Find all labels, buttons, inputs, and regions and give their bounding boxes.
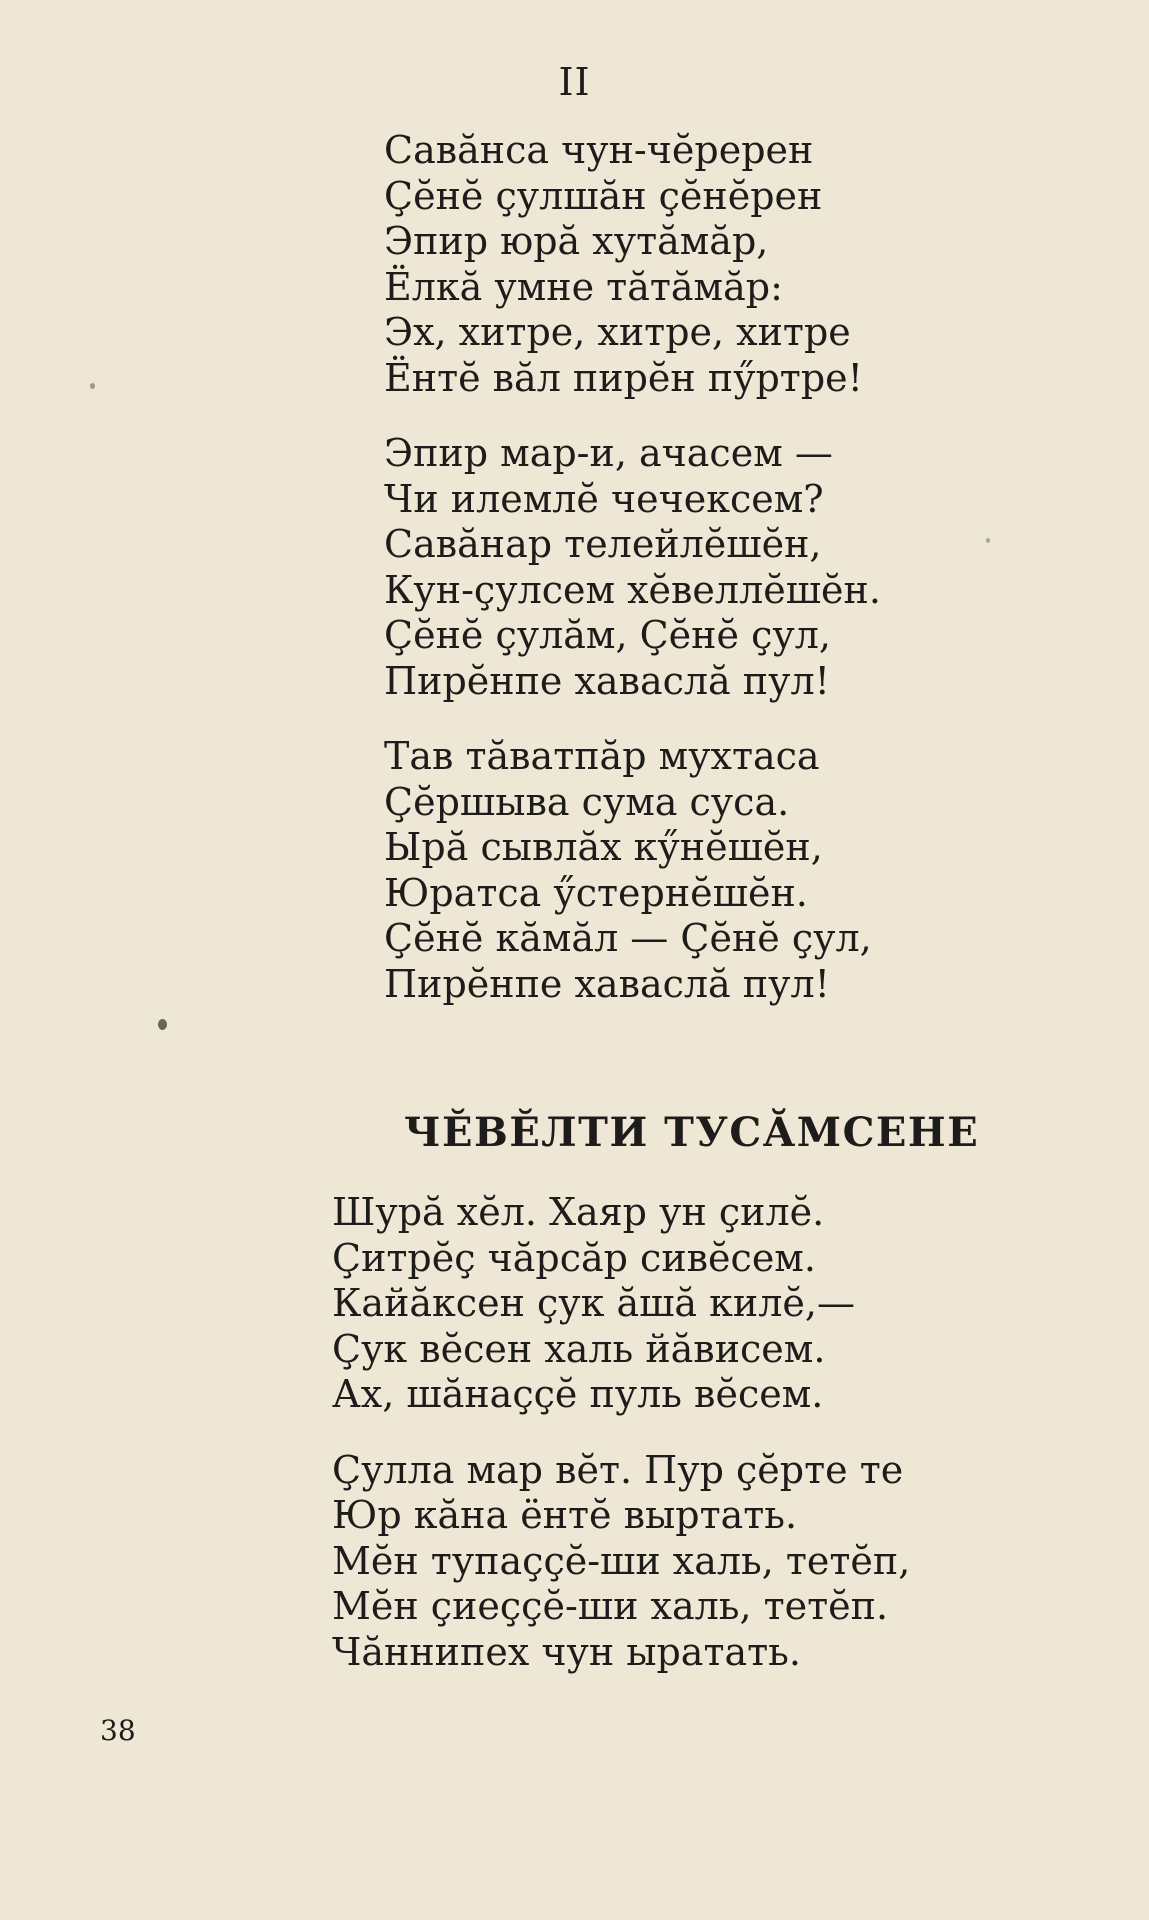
poem-1-stanza-1 — [384, 128, 1104, 401]
poem-2 — [332, 1190, 1112, 1705]
verse-line: Ёлкӑ умне тӑтӑмӑр: — [384, 264, 783, 309]
verse-line: Чи илемлӗ чечексем? — [384, 476, 824, 521]
poem-2-stanza-2 — [332, 1448, 1112, 1676]
poem-title: ЧӖВӖЛТИ ТУСӐМСЕНЕ — [404, 1109, 980, 1156]
verse-line: Ҫӗршыва сума суса. — [384, 779, 790, 824]
verse-line: Юратса ӳстернӗшӗн. — [384, 870, 808, 915]
verse-line: Кайӑксен ҫук ӑшӑ килӗ,— — [332, 1281, 855, 1325]
verse-line: Ҫулла мар вӗт. Пур ҫӗрте те — [332, 1447, 904, 1492]
verse-line: Ҫитрӗҫ чӑрсӑр сивӗсем. — [332, 1235, 816, 1280]
verse-line: Юр кӑна ёнтӗ выртать. — [332, 1493, 798, 1537]
section-number: II — [558, 60, 591, 104]
paper-speck — [90, 383, 95, 389]
poem-1-stanza-3 — [384, 734, 1104, 1007]
poem-1-stanza-2 — [384, 431, 1104, 704]
verse-line: Савӑнса чун-чӗререн — [384, 128, 814, 172]
verse-line: Ах, шӑнаҫҫӗ пуль вӗсем. — [332, 1372, 824, 1416]
verse-line: Чӑннипех чун ыратать. — [332, 1629, 801, 1674]
verse-line: Ҫӗнӗ кӑмӑл — Ҫӗнӗ ҫул, — [384, 916, 872, 960]
paper-speck — [158, 1019, 167, 1030]
verse-line: Шурӑ хӗл. Хаяр ун ҫилӗ. — [332, 1190, 825, 1234]
page-number: 38 — [100, 1714, 136, 1747]
verse-line: Эпир юрӑ хутӑмӑр, — [384, 219, 769, 263]
verse-line: Ҫук вӗсен халь йӑвисем. — [332, 1326, 826, 1371]
poem-2-stanza-1 — [332, 1190, 1112, 1418]
verse-line: Ҫӗнӗ ҫулшӑн ҫӗнӗрен — [384, 173, 823, 218]
verse-line: Пирӗнпе хаваслӑ пул! — [384, 961, 830, 1006]
paper-speck — [986, 538, 990, 543]
verse-line: Тав тӑватпӑр мухтаса — [384, 734, 820, 778]
verse-line: Савӑнар телейлӗшӗн, — [384, 522, 822, 566]
verse-line: Пирӗнпе хаваслӑ пул! — [384, 658, 830, 703]
verse-line: Мӗн ҫиеҫҫӗ-ши халь, тетӗп. — [332, 1584, 889, 1628]
verse-line: Кун-ҫулсем хӗвеллӗшӗн. — [384, 567, 881, 612]
verse-line: Ҫӗнӗ ҫулӑм, Ҫӗнӗ ҫул, — [384, 613, 831, 657]
poem-1 — [384, 128, 1104, 1037]
verse-line: Ырӑ сывлӑх кӳнӗшӗн, — [384, 825, 823, 869]
verse-line: Эпир мар-и, ачасем — — [384, 431, 833, 475]
verse-line: Ёнтӗ вӑл пирӗн пӳртре! — [384, 355, 863, 400]
verse-line: Эх, хитре, хитре, хитре — [384, 310, 851, 354]
verse-line: Мӗн тупаҫҫӗ-ши халь, тетӗп, — [332, 1538, 911, 1583]
